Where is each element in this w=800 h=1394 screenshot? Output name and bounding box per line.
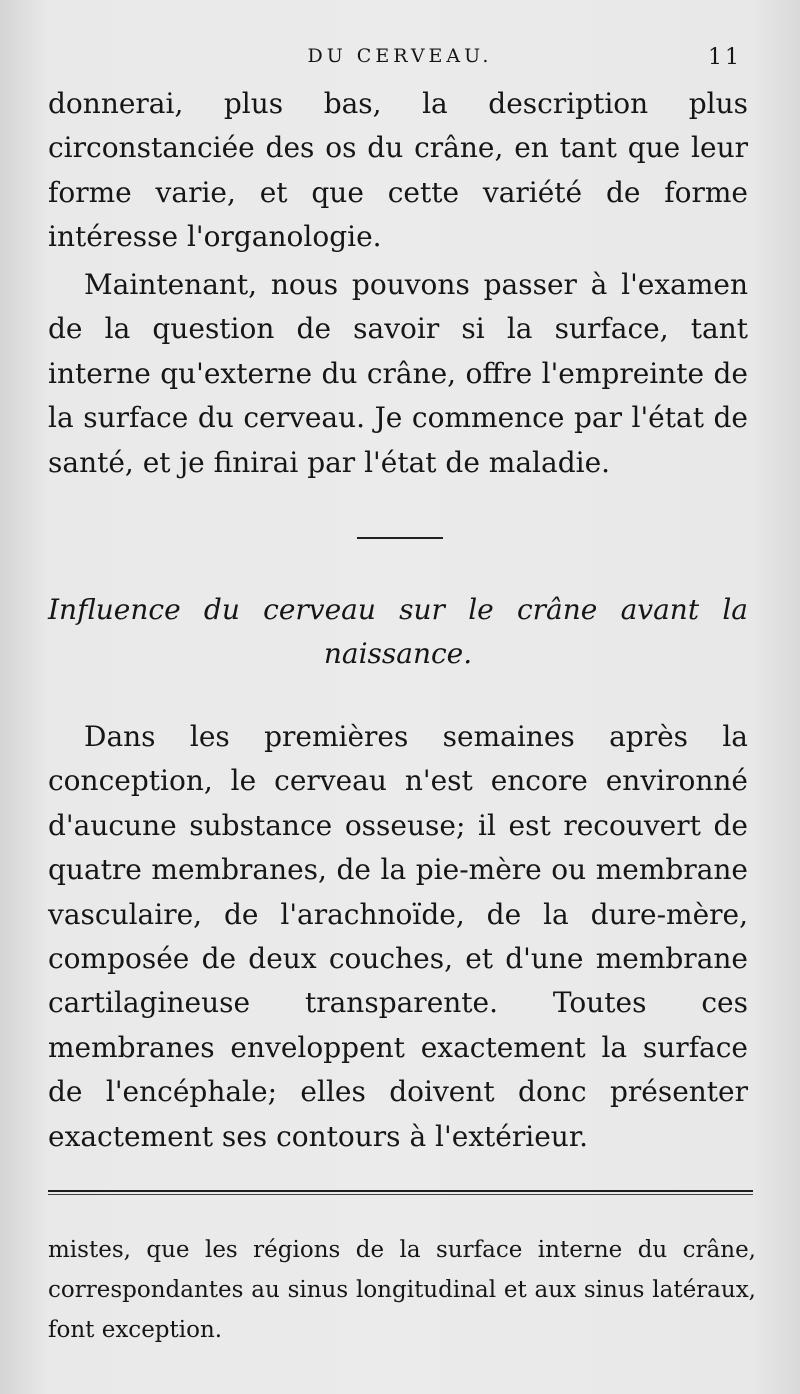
footnote: mistes, que les régions de la surface interne du crâne, correspondantes au sinus longitudinal et aux sinus latéraux, font exception.: [48, 1237, 756, 1343]
footnote-rule: [48, 1190, 753, 1195]
running-head: [48, 40, 752, 80]
paragraph-continuation: donnerai, plus bas, la description plus circonstanciée des os du crâne, en tant que leur forme varie, et que cette variété de forme intéresse l'organologie.: [48, 87, 748, 254]
paragraph-examination: Maintenant, nous pouvons passer à l'examen de la question de savoir si la surface, tant interne qu'externe du crâne, offre l'empreinte de la surface du cerveau. Je commence par l'état de santé, et je finirai par l'état de maladie.: [48, 268, 748, 479]
page-number: 11: [708, 45, 742, 70]
section-divider: [357, 537, 443, 539]
running-title: DU CERVEAU.: [307, 45, 493, 67]
paragraph-first-weeks: Dans les premières semaines après la conception, le cerveau n'est encore environné d'aucune substance osseuse; il est recouvert de quatre membranes, de la pie-mère ou membrane vasculaire, de l'arachnoïde, de la dure-mère, composée de deux couches, et d'une membrane cartilagineuse transparente. Toutes ces membranes enveloppent exactement la surface de l'encéphale; elles doivent donc présenter exactement ses contours à l'extérieur.: [48, 720, 748, 1153]
section-heading: Influence du cerveau sur le crâne avant la naissance.: [48, 593, 748, 670]
